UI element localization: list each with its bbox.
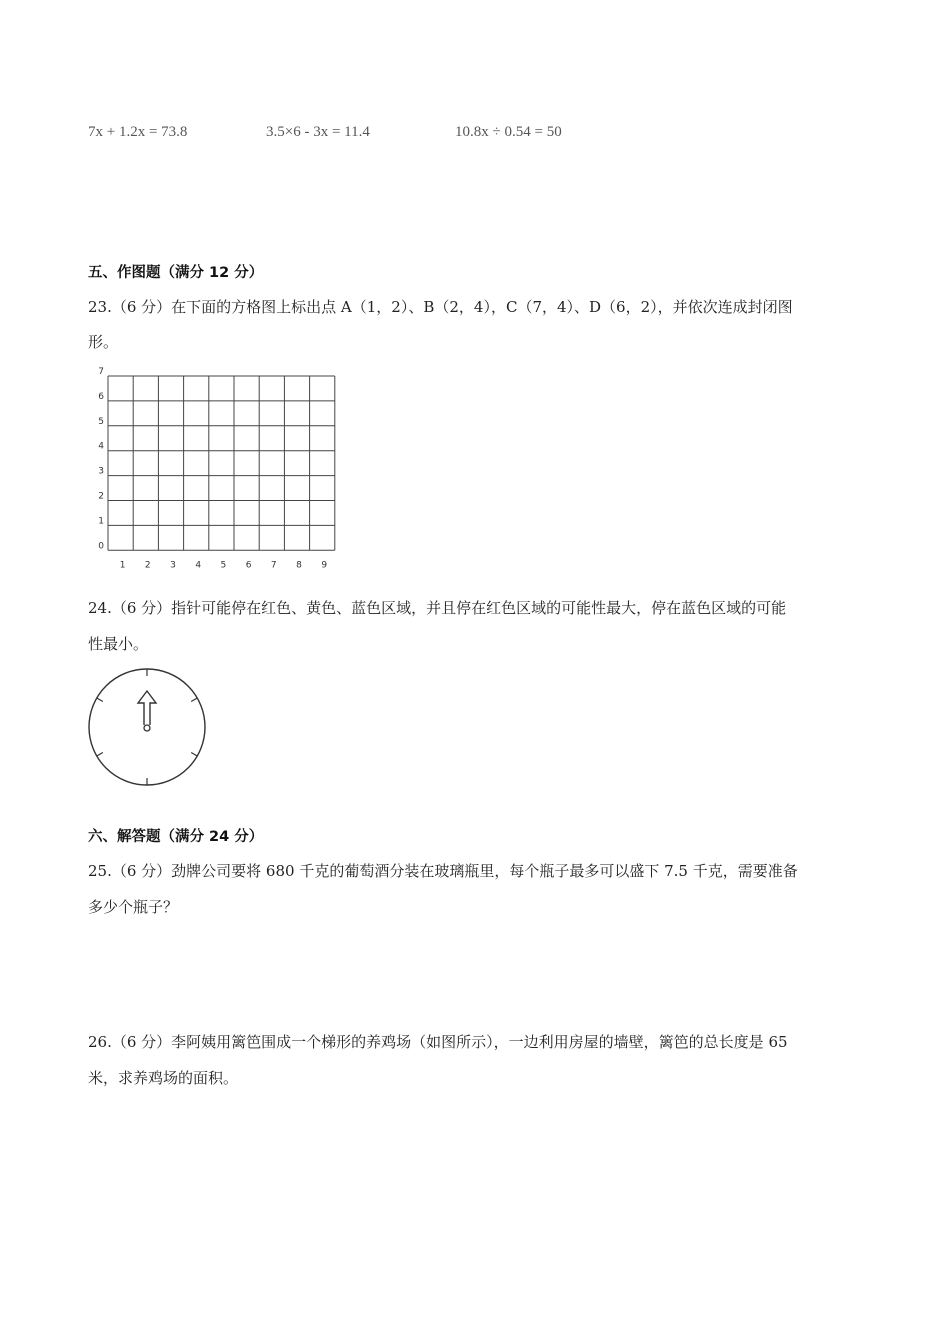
y-axis-label: 2	[98, 491, 104, 502]
question-25-line-1: 25.（6 分）劲牌公司要将 680 千克的葡萄酒分装在玻璃瓶里，每个瓶子最多可以盛下 7.5 千克，需要准备	[88, 862, 798, 880]
question-23-line-2: 形。	[88, 333, 119, 351]
y-axis-label: 3	[98, 466, 104, 477]
question-25-line-2: 多少个瓶子？	[88, 898, 179, 916]
pointer-arrow-icon	[138, 691, 156, 725]
x-axis-label: 1	[119, 560, 126, 571]
x-axis-label: 6	[245, 560, 252, 571]
grid-lines	[108, 376, 335, 550]
x-axis-label: 3	[170, 560, 176, 571]
x-axis-label: 4	[195, 560, 202, 571]
y-axis-label: 7	[98, 367, 104, 377]
x-axis-label: 2	[144, 560, 151, 571]
question-26-line-1: 26.（6 分）李阿姨用篱笆围成一个梯形的养鸡场（如图所示），一边利用房屋的墙壁，篱笆的总长度是 65	[88, 1033, 788, 1051]
x-axis-label: 9	[321, 560, 328, 571]
equation-1: 7x + 1.2x = 73.8	[88, 124, 188, 140]
pointer-pivot	[144, 725, 150, 731]
y-axis-labels	[98, 367, 104, 551]
x-axis-labels	[120, 560, 328, 570]
y-axis-label: 1	[98, 516, 104, 527]
coordinate-grid	[92, 362, 352, 572]
y-axis-label: 5	[98, 416, 104, 427]
y-axis-label: 0	[98, 541, 104, 552]
y-axis-label: 4	[98, 441, 104, 452]
equation-3: 10.8x ÷ 0.54 = 50	[455, 124, 562, 140]
x-axis-label: 8	[296, 560, 302, 571]
x-axis-label: 7	[270, 560, 277, 571]
question-24-line-1: 24.（6 分）指针可能停在红色、黄色、蓝色区域，并且停在红色区域的可能性最大，停在蓝色区域的可能	[88, 599, 787, 617]
spinner-dial	[85, 665, 211, 791]
y-axis-label: 6	[98, 391, 104, 402]
section-6-heading: 六、解答题（满分 24 分）	[88, 829, 264, 845]
section-5-heading: 五、作图题（满分 12 分）	[88, 265, 264, 281]
question-23-line-1: 23.（6 分）在下面的方格图上标出点 A（1，2）、B（2，4），C（7，4）、D（6，2），并依次连成封闭图	[88, 298, 793, 316]
x-axis-label: 5	[220, 560, 227, 571]
question-26-line-2: 米，求养鸡场的面积。	[88, 1069, 239, 1087]
question-24-line-2: 性最小。	[88, 635, 149, 653]
equation-2: 3.5×6 - 3x = 11.4	[266, 124, 370, 140]
